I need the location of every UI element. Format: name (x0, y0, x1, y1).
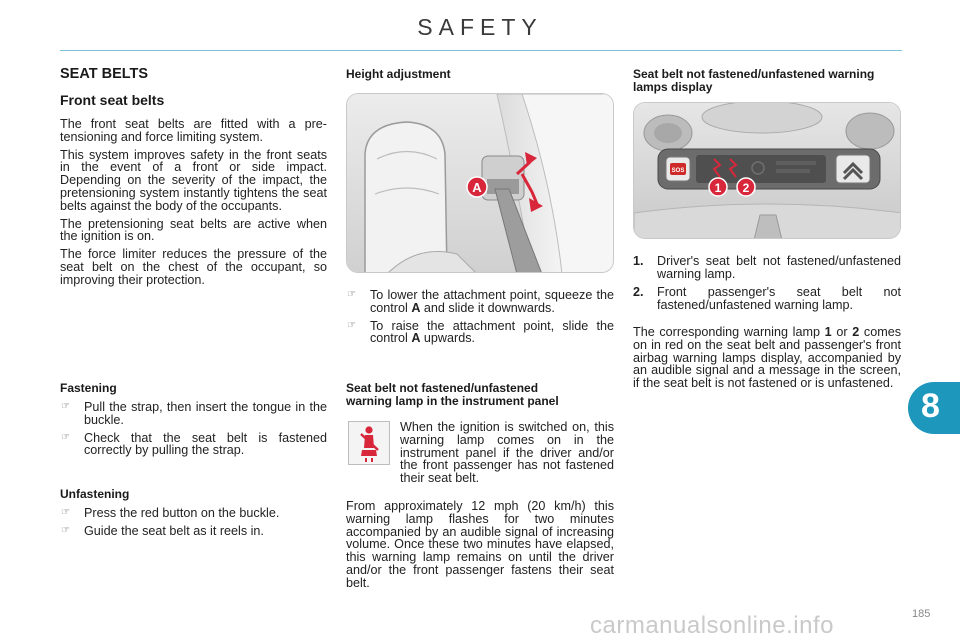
display-title: Seat belt not fastened/unfastened warning lamps display (633, 67, 875, 94)
list-item: ☞ To raise the attachment point, slide the control A upwards. (347, 318, 614, 346)
pointing-hand-icon: ☞ (347, 319, 356, 331)
intro-paragraph: The pretensioning seat belts are active when the ignition is on. (60, 216, 327, 244)
warning-lamps-display-illustration (633, 102, 901, 239)
pointing-hand-icon: ☞ (61, 507, 70, 518)
instrument-lamp-title-wrap (346, 382, 586, 408)
height-adjustment-title-wrap (346, 68, 614, 81)
header-divider (60, 50, 902, 51)
section-subtitle: Front seat belts (60, 92, 165, 108)
seat-belts-column (60, 66, 327, 287)
corresponding-lamp-wrap (633, 326, 901, 390)
instrument-lamp-text-wrap (400, 421, 614, 485)
chapter-number: 8 (921, 387, 940, 425)
list-item: ☞ Press the red button on the buckle. (61, 506, 280, 520)
fastening-title: Fastening (60, 381, 117, 395)
intro-text (60, 118, 327, 287)
intro-paragraph: This system improves safety in the front seats in the event of a front or side impact. Depending on the severity of the impact, the pretensioning system instantly tightens the seat belts against the body of the occupants. (60, 147, 327, 213)
chapter-tab[interactable] (908, 382, 960, 434)
pointing-hand-icon: ☞ (61, 401, 70, 412)
list-item: 2. Front passenger's seat belt not fastened/unfastened warning lamp. (633, 285, 901, 312)
instrument-lamp-text: When the ignition is switched on, this warning lamp comes on in the instrument panel if the driver and/or the front passenger has not fastened their seat belt. (400, 420, 614, 486)
marker-1-label: 1 (714, 181, 722, 195)
height-adjustment-title: Height adjustment (346, 67, 451, 81)
height-adjustment-instructions (346, 289, 614, 345)
list-item: ☞ To lower the attachment point, squeeze the control A and slide it downwards. (347, 288, 614, 315)
pointing-hand-icon: ☞ (347, 289, 356, 300)
list-item: ☞ Pull the strap, then insert the tongue in the buckle. (61, 400, 327, 427)
unfastening-section (60, 488, 327, 538)
display-title-wrap (633, 68, 891, 94)
intro-paragraph: The force limiter reduces the pressure of the seat belt on the chest of the occupant, so improving their protection. (60, 247, 327, 287)
corresponding-lamp-text: The corresponding warning lamp 1 or 2 comes on in red on the seat belt and passenger's front airbag warning lamps display, accompanied by an audible signal and a message in the screen, if the seat belt is not fastened or is unfastened. (633, 325, 901, 391)
instrument-lamp-title: Seat belt not fastened/unfastened warning lamp in the instrument panel (346, 381, 559, 408)
display-legend (633, 255, 901, 312)
dashboard-illustration-icon (634, 103, 901, 239)
sos-label: SOS (671, 168, 685, 174)
section-title: SEAT BELTS (60, 66, 149, 82)
list-item: 1. Driver's seat belt not fastened/unfastened warning lamp. (633, 254, 901, 281)
intro-paragraph: The front seat belts are fitted with a pre-tensioning and force limiting system. (60, 117, 327, 144)
flash-text: From approximately 12 mph (20 km/h) this warning lamp flashes for two minutes accompanied by an audible signal of increasing volume. Once these two minutes have elapsed, this warning lamp remains on until the driver and/or the front passenger fastens their seat belt. (346, 499, 614, 590)
unfastening-title: Unfastening (60, 487, 130, 501)
list-item: ☞ Guide the seat belt as it reels in. (61, 523, 264, 538)
flash-text-wrap (346, 500, 614, 590)
pointing-hand-icon: ☞ (61, 431, 70, 443)
list-item: ☞ Check that the seat belt is fastened correctly by pulling the strap. (61, 430, 327, 458)
fastening-section (60, 382, 327, 457)
pointing-hand-icon: ☞ (61, 524, 70, 536)
marker-a-label: A (472, 180, 482, 195)
seat-belt-warning-icon (348, 421, 390, 465)
seat-belt-height-illustration (346, 93, 614, 273)
page-number: 185 (912, 608, 931, 620)
watermark: carmanualsonline.info (590, 612, 834, 639)
page-title: SAFETY (417, 14, 543, 40)
seat-illustration-icon (347, 94, 614, 273)
marker-2-label: 2 (742, 181, 750, 195)
